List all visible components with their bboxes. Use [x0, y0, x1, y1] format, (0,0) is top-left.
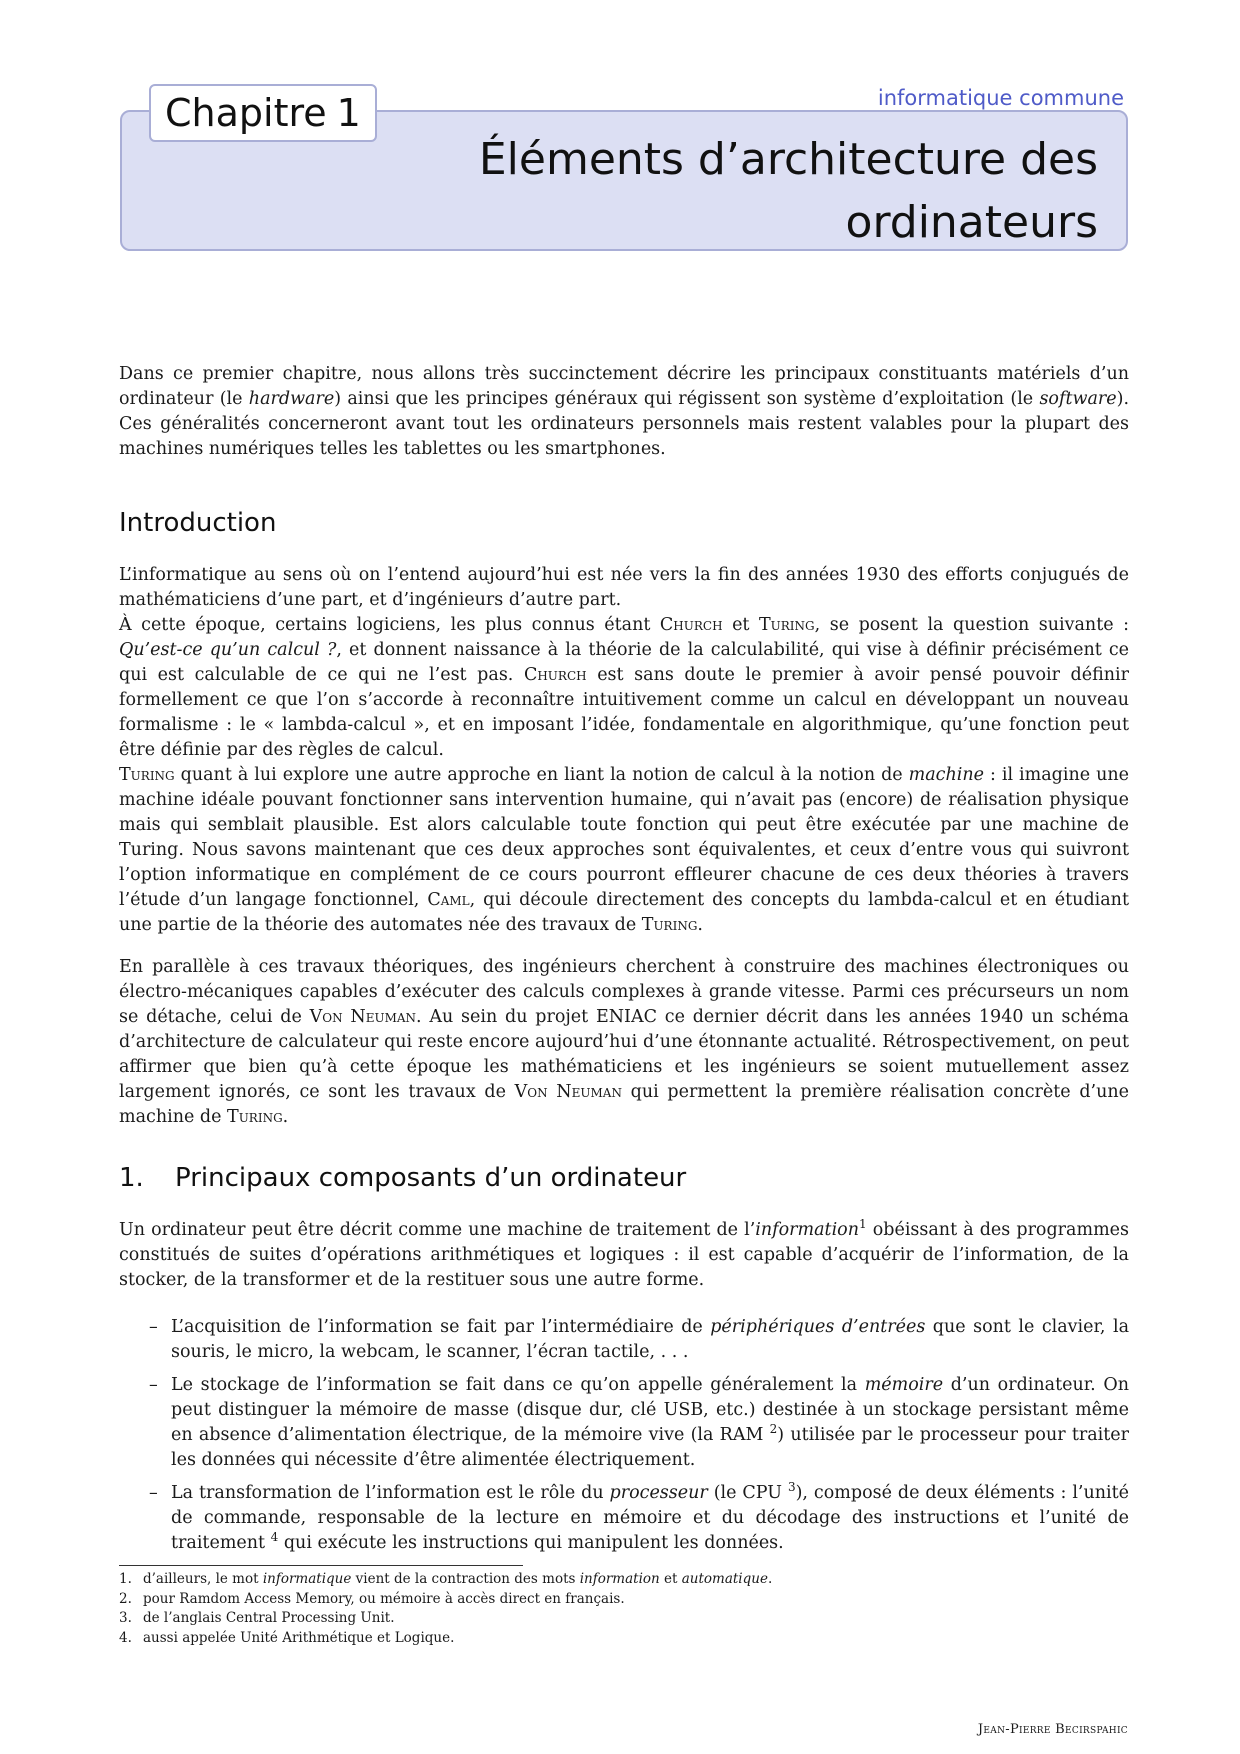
- section-1-paragraph: Un ordinateur peut être décrit comme une machine de traitement de l’information$^1$ obéissant à des programmes constitués de suites d’opérations arithmétiques et logiques : il est capable d’acquérir de l’information, de la stocker, de la transformer et de la restituer sous une autre forme.: [119, 1217, 1129, 1290]
- list-item: – Le stockage de l’information se fait dans ce qu’on appelle généralement la mémoire d’un ordinateur. On peut distinguer la mémoire de masse (disque dur, clé USB, etc.) destinée à un stockage persistant même en absence d’alimentation électrique, de la mémoire vive (la RAM $^2$) utilisée par le processeur pour traiter les données qui nécessite d’être alimentée électriquement.: [149, 1375, 1129, 1470]
- footnote-separator: [119, 1565, 523, 1566]
- footnote: 1. d’ailleurs, le mot informatique vient de la contraction des mots information et automatique.: [119, 1571, 773, 1587]
- chapter-category: informatique commune: [877, 86, 1124, 110]
- introduction-paragraph-1: L’informatique au sens où on l’entend aujourd’hui est née vers la fin des années 1930 des efforts conjugués de mathématiciens d’une part, et d’ingénieurs d’autre part. À cette époque, certains logiciens, les plus connus étant Church et Turing, se posent la question suivante : Qu’est-ce qu’un calcul ?, et donnent naissance à la théorie de la calculabilité, qui vise à définir précisément ce qui est calculable de ce qui ne l’est pas. Church est sans doute le premier à avoir pensé pouvoir définir formellement ce que l’on s’accorde à reconnaître intuitivement comme un calcul en développant un nouveau formalisme : le « lambda-calcul », et en imposant l’idée, fondamentale en algorithmique, qu’une fonction peut être définie par des règles de calcul. Turing quant à lui explore une autre approche en liant la notion de calcul à la notion de machine : il imagine une machine idéale pouvant fonctionner sans intervention humaine, qui n’avait pas (encore) de réalisation physique mais qui semblait plausible. Est alors calculable toute fonction qui peut être exécutée par une machine de Turing. Nous savons maintenant que ces deux approches sont équivalentes, et ceux d’entre vous qui suivront l’option informatique en complément de ce cours pourront effleurer chacune de ces deux théories à travers l’étude d’un langage fonctionnel, Caml, qui découle directement des concepts du lambda-calcul et en étudiant une partie de la théorie des automates née des travaux de Turing.: [119, 565, 1129, 935]
- footnotes: [119, 1570, 772, 1648]
- footer-author: Jean-Pierre Becirspahic: [977, 1722, 1128, 1737]
- list-item: – L’acquisition de l’information se fait par l’intermédiaire de périphériques d’entrées que sont le clavier, la souris, le micro, la webcam, le scanner, l’écran tactile, . . .: [149, 1317, 1129, 1362]
- section-title-introduction: Introduction: [119, 508, 277, 538]
- chapter-label: Chapitre 1: [149, 84, 377, 142]
- footnote: 4. aussi appelée Unité Arithmétique et Logique.: [119, 1629, 455, 1646]
- introduction-paragraph-2: En parallèle à ces travaux théoriques, des ingénieurs cherchent à construire des machines électroniques ou électro-mécaniques capables d’exécuter des calculs complexes à grande vitesse. Parmi ces précurseurs un nom se détache, celui de Von Neuman. Au sein du projet ENIAC ce dernier décrit dans les années 1940 un schéma d’architecture de calculateur qui reste encore aujourd’hui d’une étonnante actualité. Rétrospectivement, on peut affirmer que bien qu’à cette époque les mathématiciens et les ingénieurs se soient mutuellement assez largement ignorés, ce sont les travaux de Von Neuman qui permettent la première réalisation concrète d’une machine de Turing.: [119, 957, 1130, 1127]
- footnote: 3. de l’anglais Central Processing Unit.: [119, 1610, 395, 1626]
- components-list: [119, 1315, 1129, 1564]
- list-item: – La transformation de l’information est le rôle du processeur (le CPU $^3$), composé de deux éléments : l’unité de commande, responsable de la lecture en mémoire et du décodage des instructions et l’unité de traitement $^4$ qui exécute les instructions qui manipulent les données.: [149, 1480, 1130, 1553]
- footnote-ref-1: 1: [858, 1217, 867, 1232]
- footnote: 2. pour Ramdom Access Memory, ou mémoire à accès direct en français.: [119, 1590, 625, 1607]
- chapter-title: Éléments d’architecture des ordinateurs: [478, 134, 1098, 248]
- intro-paragraph: Dans ce premier chapitre, nous allons très succinctement décrire les principaux constituants matériels d’un ordinateur (le hardware) ainsi que les principes généraux qui régissent son système d’exploitation (le software). Ces généralités concerneront avant tout les ordinateurs personnels mais restent valables pour la plupart des machines numériques telles les tablettes ou les smartphones.: [119, 364, 1130, 459]
- section-title-1: 1. Principaux composants d’un ordinateur: [119, 1163, 687, 1193]
